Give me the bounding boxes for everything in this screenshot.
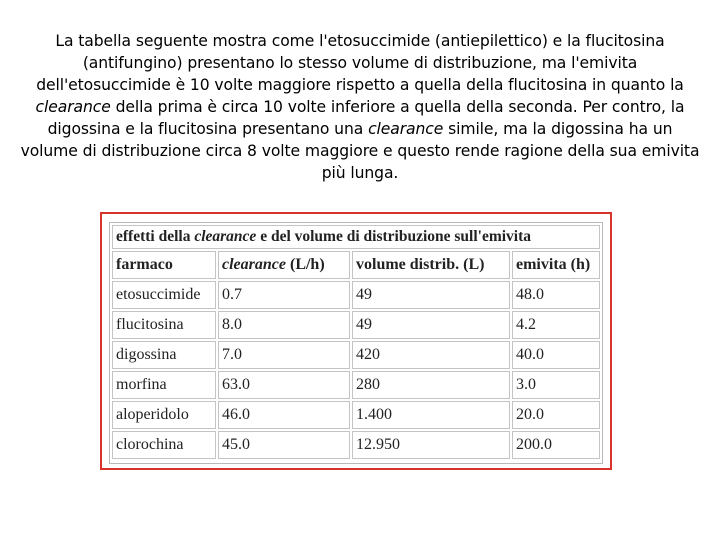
table-row [112,281,600,309]
table-title-pre: effetti della [116,228,195,245]
cell-volume: 49 [352,311,510,339]
header-clearance-unit: (L/h) [285,256,325,273]
header-volume: volume distrib. (L) [352,251,510,279]
table-row [112,341,600,369]
cell-drug: digossina [112,341,216,369]
cell-clearance: 7.0 [218,341,350,369]
cell-volume: 1.400 [352,401,510,429]
cell-volume: 420 [352,341,510,369]
table-row [112,371,600,399]
cell-halflife: 3.0 [512,371,600,399]
paragraph-clearance-term-1: clearance [35,98,111,116]
table-title-post: e del volume di distribuzione sull'emivita [256,228,532,245]
table-row [112,401,600,429]
cell-volume: 49 [352,281,510,309]
paragraph-text-3: simile, ma la digossina ha un volume di distribuzione circa 8 volte maggiore e questo rende ragione della sua emivita più lunga. [20,120,700,182]
table-header-row [112,251,600,279]
paragraph-text-2: della prima è circa 10 volte inferiore a quella della seconda. Per contro, la digossina e la flucitosina presentano una [47,98,685,138]
cell-volume: 280 [352,371,510,399]
cell-volume: 12.950 [352,431,510,459]
cell-drug: etosuccimide [112,281,216,309]
cell-drug: morfina [112,371,216,399]
cell-halflife: 40.0 [512,341,600,369]
cell-drug: flucitosina [112,311,216,339]
cell-clearance: 63.0 [218,371,350,399]
intro-paragraph [18,30,702,184]
header-clearance-word: clearance [222,256,286,273]
table-title-row [112,225,600,249]
cell-clearance: 0.7 [218,281,350,309]
table-frame [100,212,612,470]
header-clearance [218,251,350,279]
table-row [112,311,600,339]
header-farmaco: farmaco [112,251,216,279]
cell-drug: aloperidolo [112,401,216,429]
cell-halflife: 4.2 [512,311,600,339]
table-title [112,225,600,249]
cell-clearance: 8.0 [218,311,350,339]
paragraph-clearance-term-2: clearance [368,120,444,138]
paragraph-text-1: La tabella seguente mostra come l'etosuccimide (antiepilettico) e la flucitosina (antifungino) presentano lo stesso volume di distribuzione, ma l'emivita dell'etosuccimide è 10 volte maggiore rispetto a quella della flucitosina in quanto la [36,32,684,94]
table-container [109,222,603,464]
header-emivita: emivita (h) [512,251,600,279]
table-title-clearance: clearance [194,228,257,245]
cell-halflife: 48.0 [512,281,600,309]
cell-halflife: 200.0 [512,431,600,459]
cell-drug: clorochina [112,431,216,459]
table-row [112,431,600,459]
cell-halflife: 20.0 [512,401,600,429]
drug-table [110,223,602,461]
cell-clearance: 45.0 [218,431,350,459]
cell-clearance: 46.0 [218,401,350,429]
